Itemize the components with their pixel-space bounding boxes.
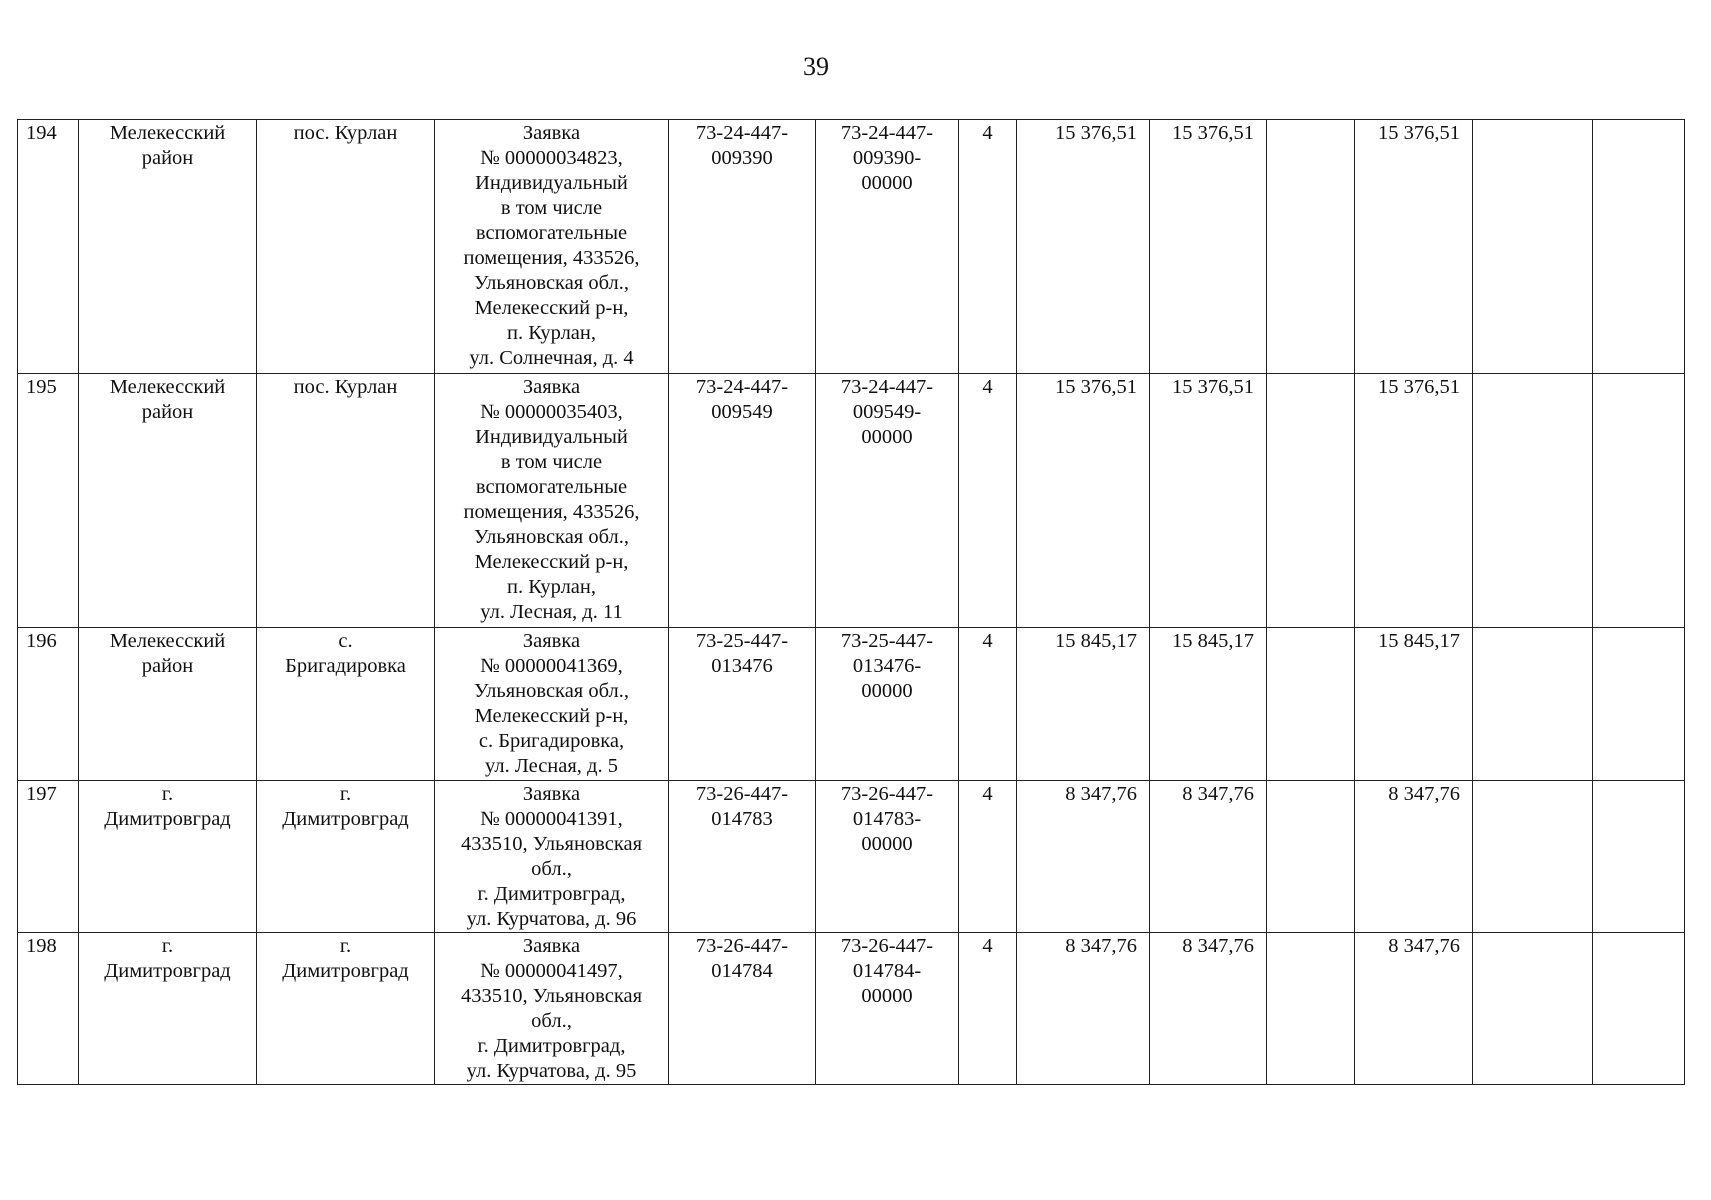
application-cell: Заявка № 00000041497, 433510, Ульяновская обл., г. Димитровград, ул. Курчатова, д. 95 — [435, 933, 669, 1085]
amount-cell: 15 845,17 — [1150, 628, 1267, 781]
amount-cell: 15 376,51 — [1150, 374, 1267, 628]
table-row — [18, 781, 1685, 933]
amount-cell: 8 347,76 — [1017, 933, 1150, 1085]
code-cell: 73-25-447- 013476 — [669, 628, 816, 781]
row-number: 196 — [18, 628, 79, 781]
quantity-cell: 4 — [959, 120, 1017, 374]
settlement-cell: г. Димитровград — [257, 933, 435, 1085]
row-number: 197 — [18, 781, 79, 933]
amount-cell — [1267, 120, 1355, 374]
full-code-cell: 73-24-447- 009549- 00000 — [816, 374, 959, 628]
page-number: 39 — [803, 52, 829, 81]
application-cell: Заявка № 00000041391, 433510, Ульяновская обл., г. Димитровград, ул. Курчатова, д. 96 — [435, 781, 669, 933]
empty-cell — [1593, 120, 1685, 374]
amount-cell: 8 347,76 — [1355, 781, 1473, 933]
amount-cell: 15 376,51 — [1017, 120, 1150, 374]
row-number: 194 — [18, 120, 79, 374]
empty-cell — [1473, 120, 1593, 374]
table-row — [18, 933, 1685, 1085]
amount-cell: 15 376,51 — [1355, 120, 1473, 374]
amount-cell: 8 347,76 — [1017, 781, 1150, 933]
code-cell: 73-26-447- 014783 — [669, 781, 816, 933]
full-code-cell: 73-26-447- 014783- 00000 — [816, 781, 959, 933]
full-code-cell: 73-25-447- 013476- 00000 — [816, 628, 959, 781]
district-cell: Мелекесский район — [79, 628, 257, 781]
quantity-cell: 4 — [959, 628, 1017, 781]
empty-cell — [1473, 933, 1593, 1085]
district-cell: г. Димитровград — [79, 933, 257, 1085]
full-code-cell: 73-26-447- 014784- 00000 — [816, 933, 959, 1085]
application-cell: Заявка № 00000034823, Индивидуальный в том числе вспомогательные помещения, 433526, Ульяновская обл., Мелекесский р-н, п. Курлан, ул. Солнечная, д. 4 — [435, 120, 669, 374]
empty-cell — [1593, 933, 1685, 1085]
amount-cell — [1267, 933, 1355, 1085]
amount-cell: 15 845,17 — [1355, 628, 1473, 781]
table-row — [18, 120, 1685, 374]
settlement-cell: пос. Курлан — [257, 374, 435, 628]
amount-cell: 15 376,51 — [1017, 374, 1150, 628]
amount-cell — [1267, 781, 1355, 933]
amount-cell: 8 347,76 — [1150, 933, 1267, 1085]
code-cell: 73-26-447- 014784 — [669, 933, 816, 1085]
empty-cell — [1473, 628, 1593, 781]
empty-cell — [1473, 781, 1593, 933]
settlement-cell: пос. Курлан — [257, 120, 435, 374]
amount-cell: 15 845,17 — [1017, 628, 1150, 781]
application-cell: Заявка № 00000041369, Ульяновская обл., Мелекесский р-н, с. Бригадировка, ул. Лесная, д. 5 — [435, 628, 669, 781]
row-number: 198 — [18, 933, 79, 1085]
code-cell: 73-24-447- 009549 — [669, 374, 816, 628]
district-cell: Мелекесский район — [79, 374, 257, 628]
amount-cell: 8 347,76 — [1355, 933, 1473, 1085]
amount-cell: 8 347,76 — [1150, 781, 1267, 933]
district-cell: г. Димитровград — [79, 781, 257, 933]
quantity-cell: 4 — [959, 374, 1017, 628]
quantity-cell: 4 — [959, 781, 1017, 933]
application-cell: Заявка № 00000035403, Индивидуальный в том числе вспомогательные помещения, 433526, Ульяновская обл., Мелекесский р-н, п. Курлан, ул. Лесная, д. 11 — [435, 374, 669, 628]
table-row — [18, 374, 1685, 628]
code-cell: 73-24-447- 009390 — [669, 120, 816, 374]
amount-cell — [1267, 628, 1355, 781]
empty-cell — [1473, 374, 1593, 628]
quantity-cell: 4 — [959, 933, 1017, 1085]
settlement-cell: г. Димитровград — [257, 781, 435, 933]
empty-cell — [1593, 781, 1685, 933]
full-code-cell: 73-24-447- 009390- 00000 — [816, 120, 959, 374]
registry-table — [17, 119, 1685, 1085]
district-cell: Мелекесский район — [79, 120, 257, 374]
amount-cell: 15 376,51 — [1355, 374, 1473, 628]
amount-cell — [1267, 374, 1355, 628]
table-row — [18, 628, 1685, 781]
empty-cell — [1593, 628, 1685, 781]
row-number: 195 — [18, 374, 79, 628]
empty-cell — [1593, 374, 1685, 628]
amount-cell: 15 376,51 — [1150, 120, 1267, 374]
settlement-cell: с. Бригадировка — [257, 628, 435, 781]
